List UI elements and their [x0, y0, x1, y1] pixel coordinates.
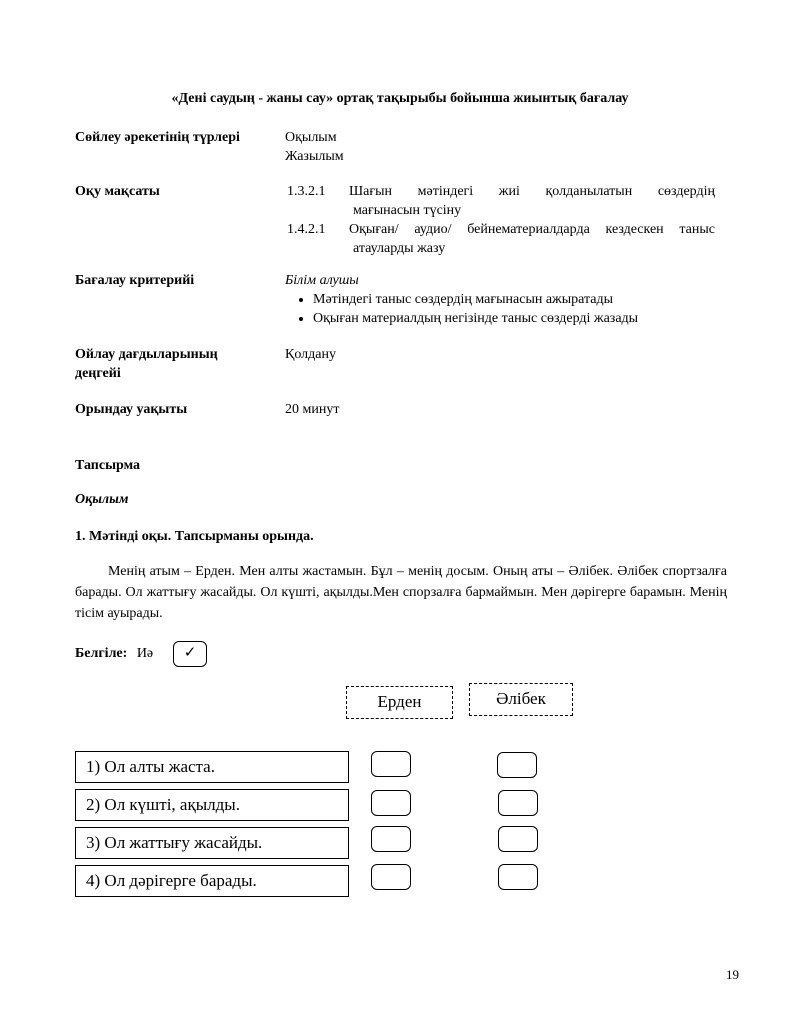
statement-row: 1) Ол алты жаста. [75, 751, 349, 783]
goal-text-cont: мағынасын түсіну [353, 203, 462, 218]
thinking-level-value: Қолдану [285, 347, 336, 362]
goal-item [287, 220, 715, 239]
answer-box-alibek-4[interactable] [498, 864, 538, 890]
mark-hint: Иә [136, 646, 154, 661]
goal-text: Оқыған/ аудио/ бейнематериалдарда кездескен таныс [349, 222, 715, 237]
statement-row: 2) Ол күшті, ақылды. [75, 789, 349, 821]
goal-code: 1.3.2.1 [287, 184, 326, 199]
task-instruction: 1. Мәтінді оқы. Тапсырманы орында. [75, 529, 314, 544]
answer-box-alibek-1[interactable] [497, 752, 537, 778]
speech-types-values [285, 128, 344, 166]
goal-item [287, 182, 715, 201]
goal-text-cont: атауларды жазу [353, 241, 446, 256]
column-header-alibek: Әлібек [469, 683, 573, 716]
column-header-erden: Ерден [346, 686, 453, 719]
thinking-level-label-line1: Ойлау дағдыларының [75, 347, 218, 362]
criteria-intro: Білім алушы [285, 273, 359, 288]
statement-row: 4) Ол дәрігерге барады. [75, 865, 349, 897]
time-value: 20 минут [285, 402, 340, 417]
mark-legend [75, 646, 153, 662]
speech-types-label: Сөйлеу әрекетінің түрлері [75, 130, 240, 145]
mark-label: Белгіле: [75, 646, 128, 661]
reading-text: Менің атым – Ерден. Мен алты жастамын. Бұл – менің досым. Оның аты – Әлібек. Әлібек спортзалға барады. Ол жаттығу жасайды. Ол күшті, ақылды.Мен спорзалға бармаймын. Мен дәрігерге барамын. Менің тісім ауырады. [75, 564, 727, 621]
answer-box-erden-1[interactable] [371, 751, 411, 777]
task-heading: Тапсырма [75, 458, 141, 473]
criteria-list [285, 290, 638, 328]
statement-row: 3) Ол жаттығу жасайды. [75, 827, 349, 859]
page-title: «Дені саудың - жаны сау» ортақ тақырыбы бойынша жиынтық бағалау [171, 91, 629, 106]
learning-goal-label: Оқу мақсаты [75, 184, 160, 199]
goal-text: Шағын мәтіндегі жиі қолданылатын сөздердің [349, 184, 715, 199]
answer-box-erden-4[interactable] [371, 864, 411, 890]
thinking-level-label-line2: деңгейі [75, 366, 121, 381]
learning-goals [287, 182, 715, 258]
answer-box-erden-2[interactable] [371, 790, 411, 816]
criteria-item: • Мәтіндегі таныс сөздердің мағынасын ажыратады [313, 290, 638, 309]
criteria-item: • Оқыған материалдың негізінде таныс сөздерді жазады [313, 309, 638, 328]
thinking-level-label [75, 345, 218, 383]
speech-value-writing: Жазылым [285, 149, 344, 164]
goal-code: 1.4.2.1 [287, 222, 326, 237]
speech-value-reading: Оқылым [285, 130, 337, 145]
answer-box-alibek-2[interactable] [498, 790, 538, 816]
answer-box-erden-3[interactable] [371, 826, 411, 852]
page-number: 19 [726, 967, 739, 982]
checkmark-example-icon: ✓ [173, 641, 207, 667]
criteria-label: Бағалау критерийі [75, 273, 195, 288]
time-label: Орындау уақыты [75, 402, 188, 417]
criteria-block [285, 271, 638, 328]
task-section: Оқылым [75, 492, 129, 507]
answer-box-alibek-3[interactable] [498, 826, 538, 852]
